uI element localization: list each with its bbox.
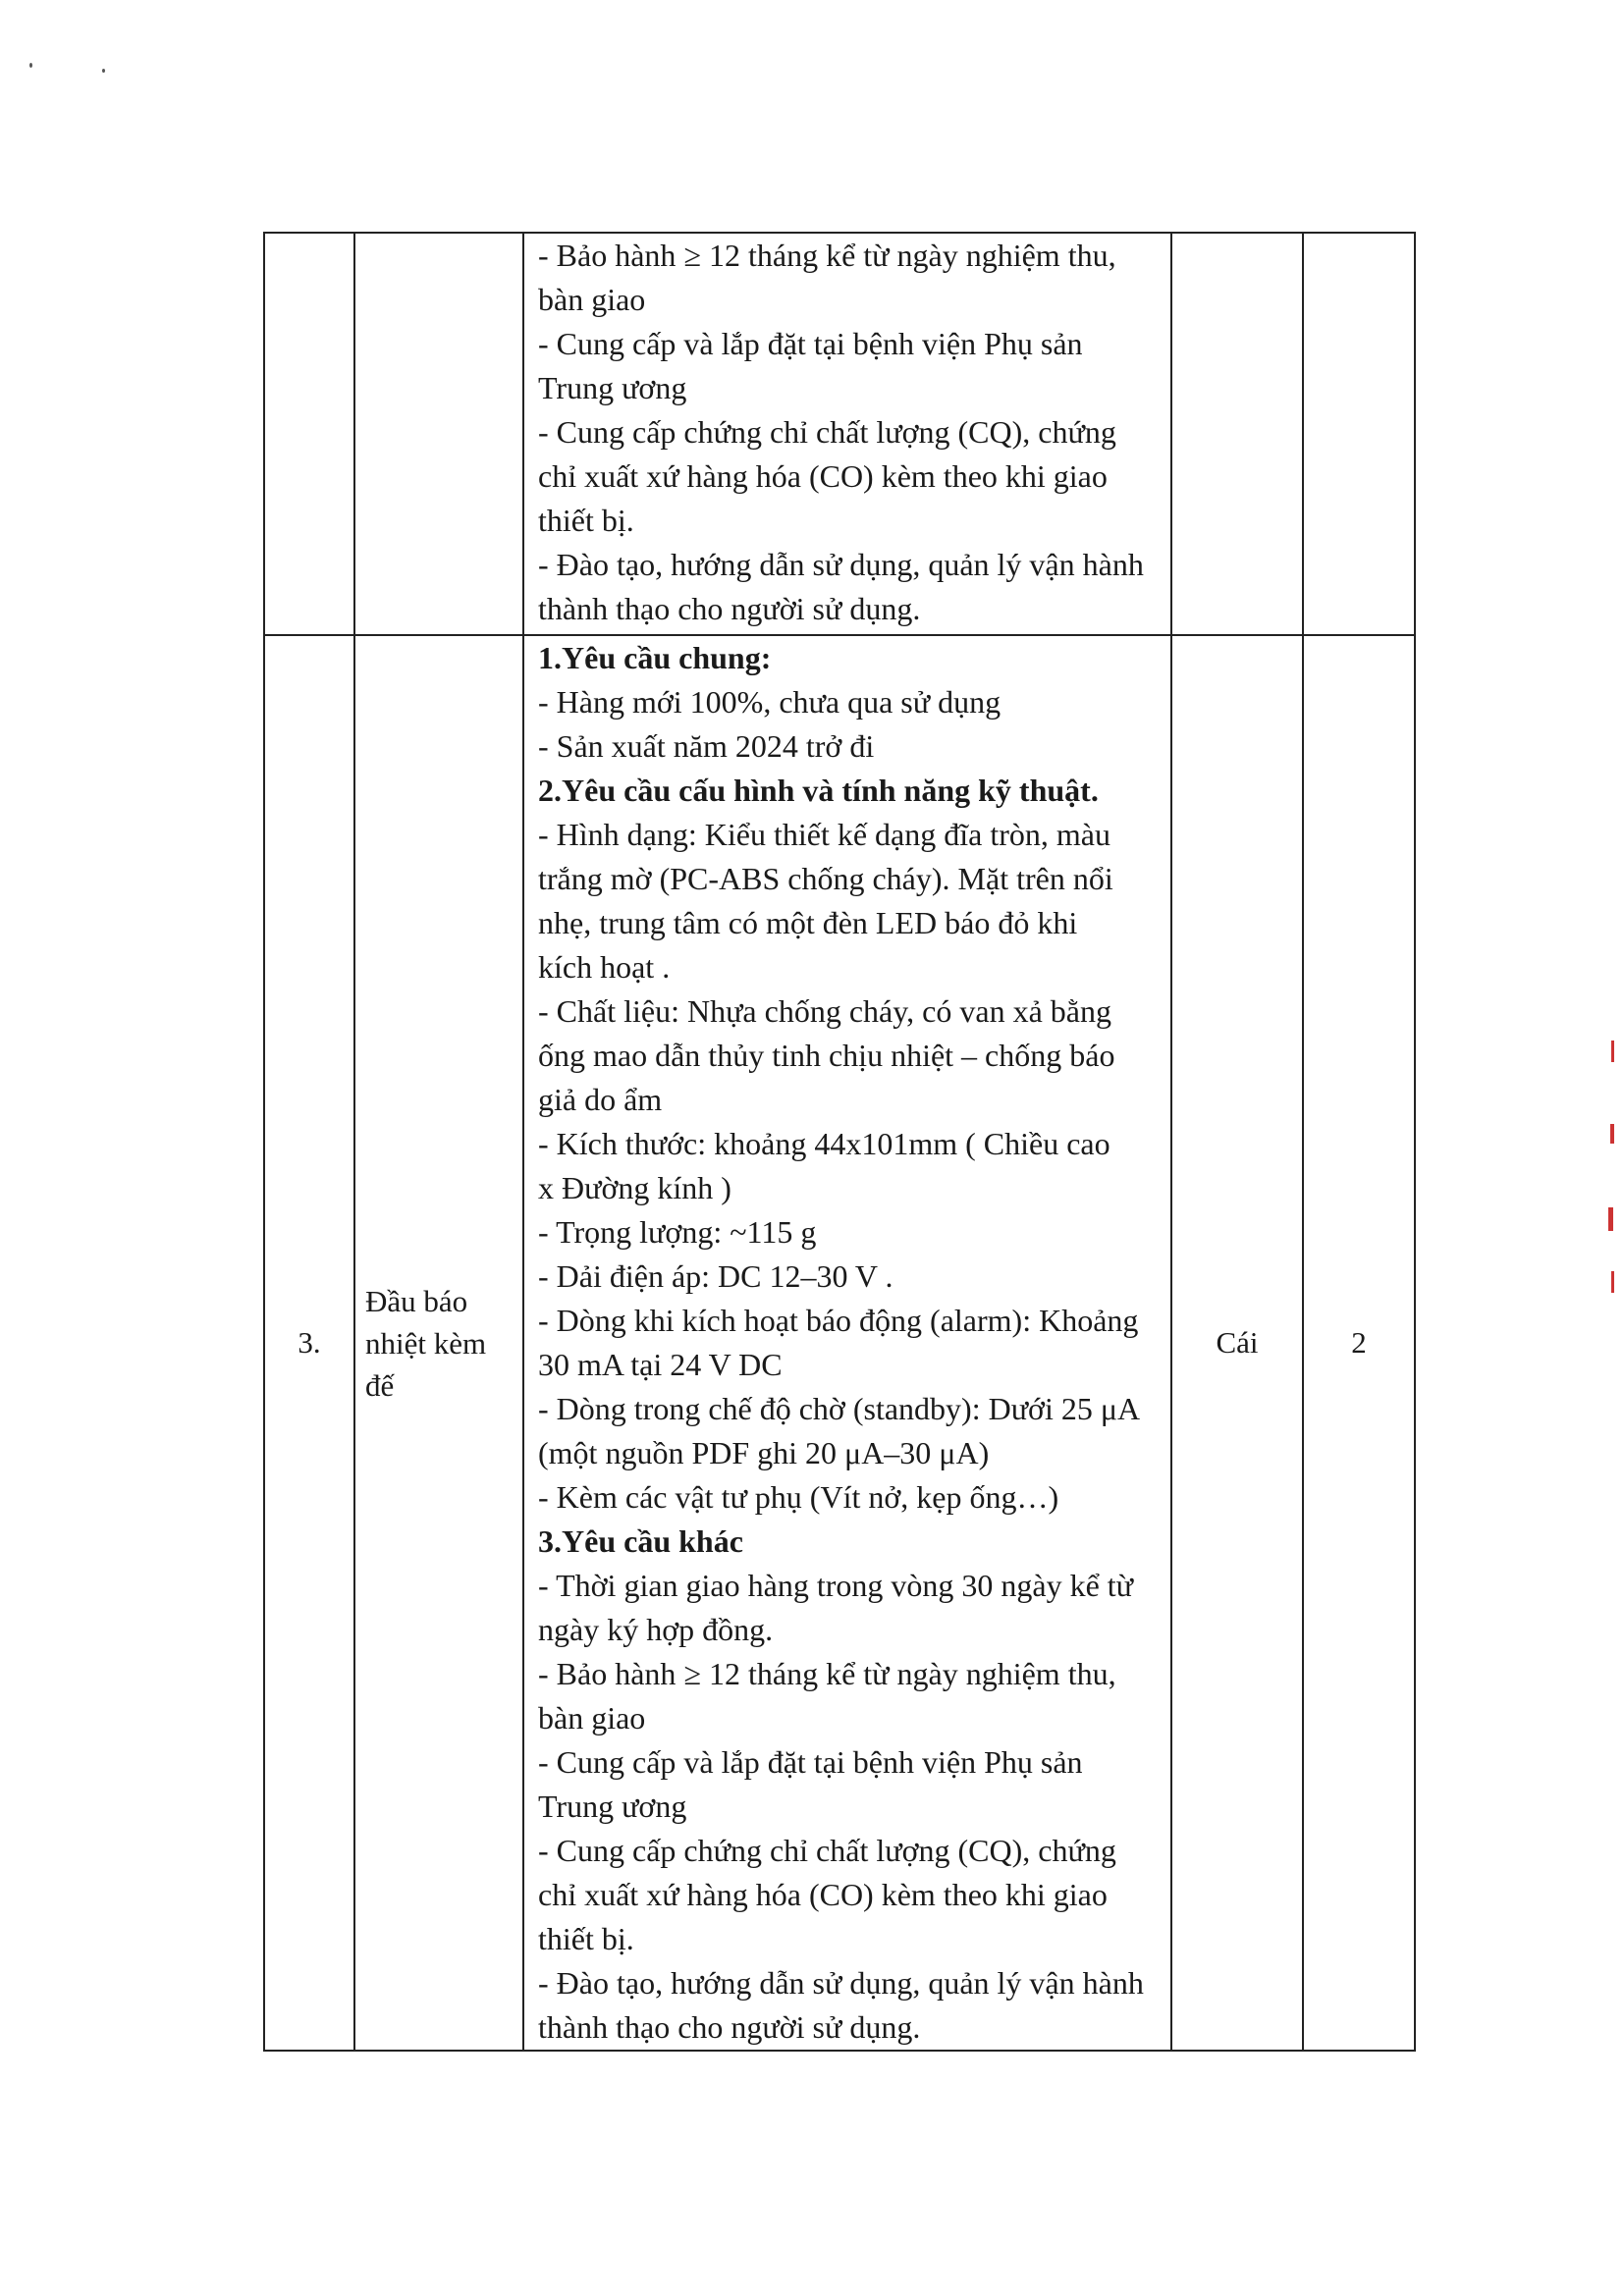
scan-speck: [102, 69, 105, 73]
spec-cell: [523, 635, 1171, 2051]
spec-line: - Trọng lượng: ~115 g: [538, 1214, 817, 1250]
table-row-continued: [264, 233, 1415, 635]
unit-cell: Cái: [1171, 635, 1303, 2051]
spec-line: - Chất liệu: Nhựa chống cháy, có van xả bằng: [538, 993, 1111, 1029]
spec-line: thành thạo cho người sử dụng.: [538, 591, 921, 626]
spec-line: nhẹ, trung tâm có một đèn LED báo đỏ khi: [538, 905, 1078, 940]
spec-line: ống mao dẫn thủy tinh chịu nhiệt – chống báo: [538, 1038, 1115, 1073]
spec-line: - Kèm các vật tư phụ (Vít nở, kẹp ống…): [538, 1479, 1059, 1515]
spec-line: chỉ xuất xứ hàng hóa (CO) kèm theo khi giao: [538, 458, 1108, 494]
spec-line: kích hoạt .: [538, 949, 671, 985]
spec-line: trắng mờ (PC-ABS chống cháy). Mặt trên nổi: [538, 861, 1113, 896]
continued-spec-lines: [538, 234, 1159, 631]
spec-line: - Hình dạng: Kiểu thiết kế dạng đĩa tròn, màu: [538, 817, 1110, 852]
scan-speck: [29, 63, 32, 68]
stt-cell-empty: [264, 233, 354, 635]
stt-cell: 3.: [264, 635, 354, 2051]
spec-line: bàn giao: [538, 282, 646, 317]
red-margin-mark: [1611, 1271, 1614, 1293]
spec-line: - Bảo hành ≥ 12 tháng kể từ ngày nghiệm thu,: [538, 238, 1116, 273]
spec-line: - Sản xuất năm 2024 trở đi: [538, 728, 875, 764]
spec-line: - Cung cấp chứng chỉ chất lượng (CQ), chứng: [538, 414, 1116, 450]
spec-lines: [538, 636, 1159, 2050]
spec-line: - Cung cấp và lắp đặt tại bệnh viện Phụ sản: [538, 326, 1083, 361]
spec-heading: 2.Yêu cầu cấu hình và tính năng kỹ thuật.: [538, 773, 1099, 808]
spec-line: - Kích thước: khoảng 44x101mm ( Chiều cao: [538, 1126, 1110, 1161]
spec-line: ngày ký hợp đồng.: [538, 1612, 774, 1647]
spec-line: Trung ương: [538, 1789, 687, 1824]
spec-line: chỉ xuất xứ hàng hóa (CO) kèm theo khi giao: [538, 1877, 1108, 1912]
spec-line: - Hàng mới 100%, chưa qua sử dụng: [538, 684, 1001, 720]
spec-line: thiết bị.: [538, 1921, 634, 1956]
spec-line: Trung ương: [538, 370, 687, 405]
spec-line: x Đường kính ): [538, 1170, 731, 1205]
spec-heading: 1.Yêu cầu chung:: [538, 640, 772, 675]
spec-line: - Đào tạo, hướng dẫn sử dụng, quản lý vận hành: [538, 1965, 1144, 2001]
quantity-cell-empty: [1303, 233, 1415, 635]
spec-line: thành thạo cho người sử dụng.: [538, 2009, 921, 2045]
spec-table: [263, 232, 1416, 2052]
spec-line: - Dải điện áp: DC 12–30 V .: [538, 1258, 893, 1294]
red-margin-mark: [1611, 1041, 1614, 1062]
spec-line: - Cung cấp và lắp đặt tại bệnh viện Phụ sản: [538, 1744, 1083, 1780]
spec-line: giả do ẩm: [538, 1082, 663, 1117]
spec-line: - Bảo hành ≥ 12 tháng kể từ ngày nghiệm thu,: [538, 1656, 1116, 1691]
spec-line: thiết bị.: [538, 503, 634, 538]
spec-line: - Dòng khi kích hoạt báo động (alarm): Khoảng: [538, 1303, 1139, 1338]
spec-line: - Thời gian giao hàng trong vòng 30 ngày kể từ: [538, 1568, 1134, 1603]
red-margin-mark: [1608, 1207, 1613, 1231]
spec-line: - Dòng trong chế độ chờ (standby): Dưới 25 μA: [538, 1391, 1141, 1426]
table-row-3: [264, 635, 1415, 2051]
spec-cell-continued: [523, 233, 1171, 635]
red-margin-mark: [1610, 1124, 1614, 1144]
quantity-cell: 2: [1303, 635, 1415, 2051]
unit-cell-empty: [1171, 233, 1303, 635]
spec-line: 30 mA tại 24 V DC: [538, 1347, 783, 1382]
spec-line: (một nguồn PDF ghi 20 μA–30 μA): [538, 1435, 990, 1470]
item-name-cell: Đầu báo nhiệt kèm đế: [354, 635, 523, 2051]
spec-heading: 3.Yêu cầu khác: [538, 1523, 743, 1559]
spec-line: - Đào tạo, hướng dẫn sử dụng, quản lý vận hành: [538, 547, 1144, 582]
name-cell-empty: [354, 233, 523, 635]
spec-line: bàn giao: [538, 1700, 646, 1735]
spec-line: - Cung cấp chứng chỉ chất lượng (CQ), chứng: [538, 1833, 1116, 1868]
